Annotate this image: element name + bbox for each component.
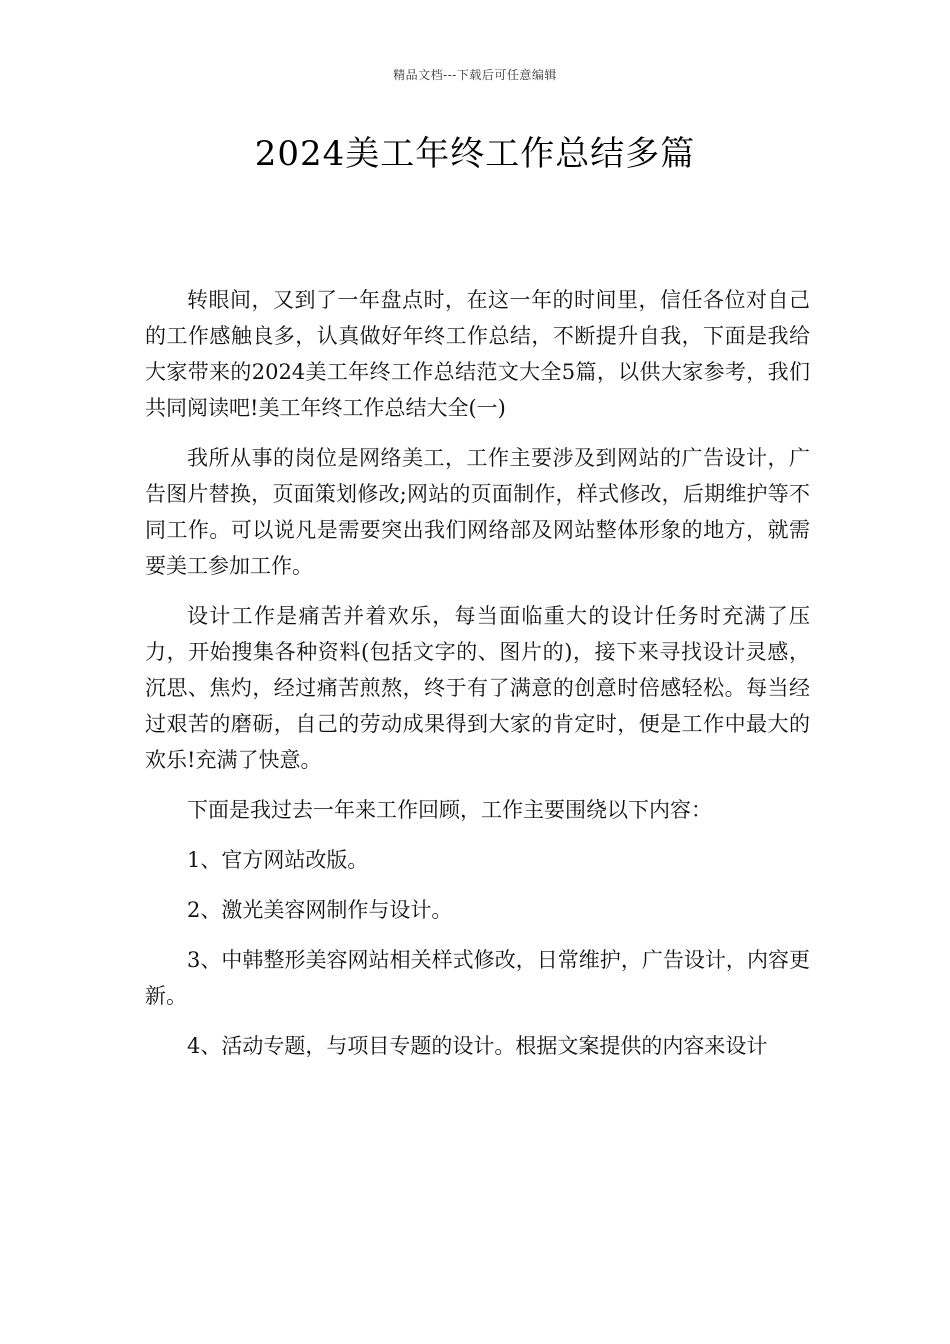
list-item-4: 4、活动专题，与项目专题的设计。根据文案提供的内容来设计 — [187, 1034, 768, 1058]
paragraph-design-work: 设计工作是痛苦并着欢乐，每当面临重大的设计任务时充满了压力，开始搜集各种资料(包括文字的、图片的)，接下来寻找设计灵感，沉思、焦灼，经过痛苦煎熬，终于有了满意的创意时倍感轻松。每当经过艰苦的磨砺，自己的劳动成果得到大家的肯定时，便是工作中最大的欢乐!充满了快意。 — [145, 604, 810, 772]
document-body — [145, 282, 810, 1078]
list-item-1: 1、官方网站改版。 — [187, 848, 369, 872]
document-title: 2024美工年终工作总结多篇 — [254, 134, 696, 174]
list-item-2: 2、激光美容网制作与设计。 — [187, 898, 453, 922]
paragraph-role: 我所从事的岗位是网络美工，工作主要涉及到网站的广告设计，广告图片替换，页面策划修改;网站的页面制作，样式修改，后期维护等不同工作。可以说凡是需要突出我们网络部及网站整体形象的地方，就需要美工参加工作。 — [145, 446, 810, 578]
list-item-3: 3、中韩整形美容网站相关样式修改，日常维护，广告设计，内容更新。 — [145, 948, 810, 1008]
paragraph-review-intro: 下面是我过去一年来工作回顾，工作主要围绕以下内容： — [187, 798, 712, 822]
header-watermark: 精品文档---下载后可任意编辑 — [393, 68, 557, 82]
paragraph-intro: 转眼间，又到了一年盘点时，在这一年的时间里，信任各位对自己的工作感触良多，认真做好年终工作总结，不断提升自我，下面是我给大家带来的2024美工年终工作总结范文大全5篇，以供大家参考，我们共同阅读吧!美工年终工作总结大全(一) — [145, 288, 810, 420]
